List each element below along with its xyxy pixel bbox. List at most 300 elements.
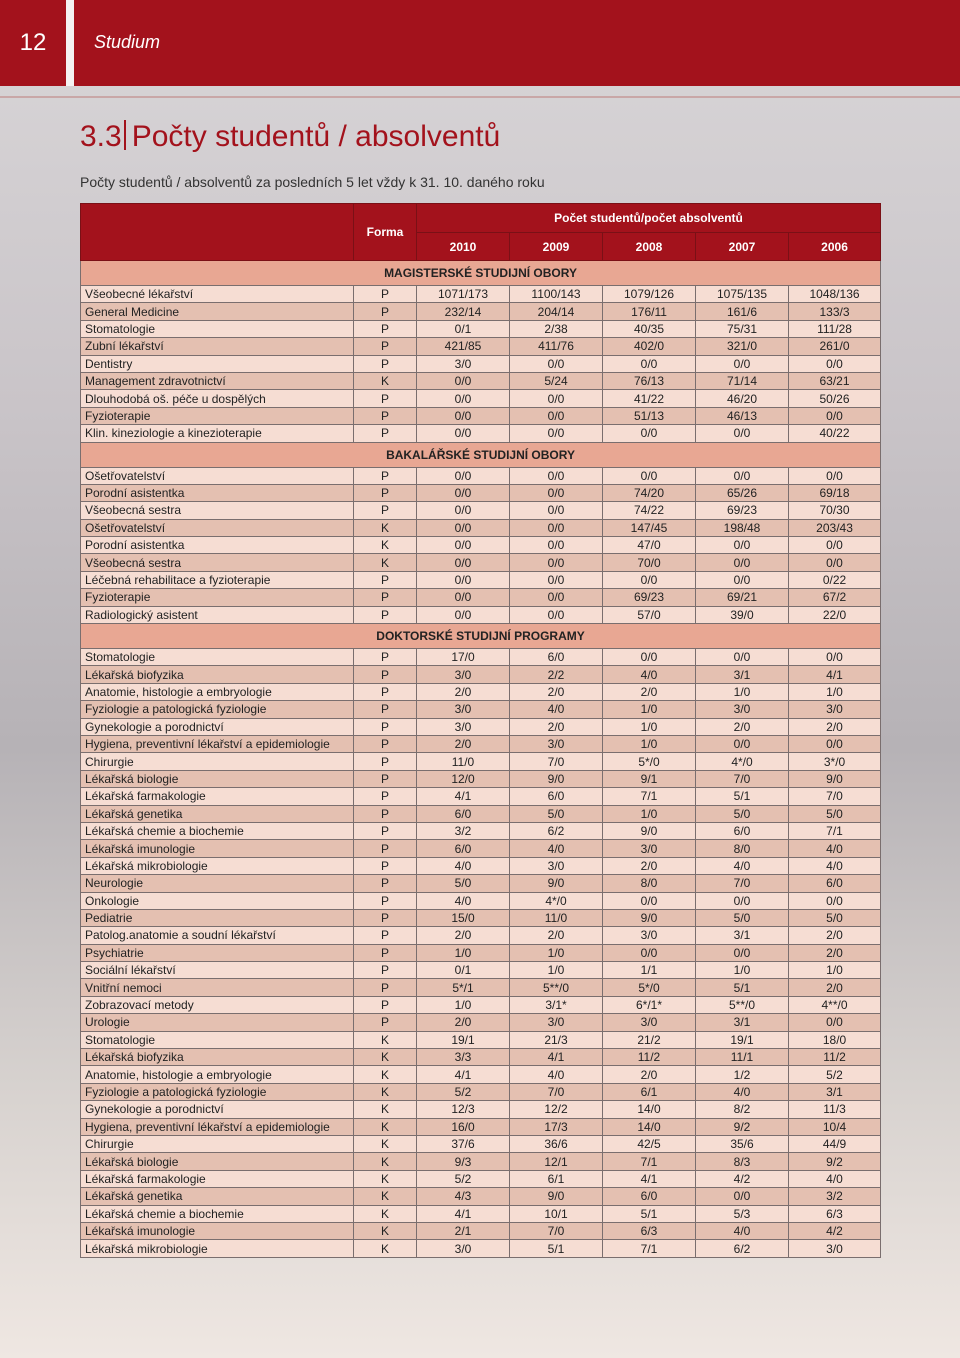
table-body (81, 261, 881, 1258)
program-name-cell: Fyziologie a patologická fyziologie (81, 701, 354, 718)
year-header: 2010 (417, 233, 510, 261)
value-cell: 0/0 (510, 571, 603, 588)
value-cell: 3/3 (417, 1049, 510, 1066)
forma-cell: K (354, 1031, 417, 1048)
program-name-cell: Stomatologie (81, 320, 354, 337)
program-name-cell: Stomatologie (81, 1031, 354, 1048)
table-row (81, 927, 881, 944)
value-cell: 75/31 (696, 320, 789, 337)
value-cell: 11/1 (696, 1049, 789, 1066)
value-cell: 0/0 (417, 554, 510, 571)
value-cell: 198/48 (696, 519, 789, 536)
value-cell: 9/0 (510, 1188, 603, 1205)
value-cell: 2/0 (603, 1066, 696, 1083)
value-cell: 2/0 (789, 979, 881, 996)
value-cell: 321/0 (696, 338, 789, 355)
value-cell: 2/0 (789, 718, 881, 735)
value-cell: 0/0 (510, 537, 603, 554)
value-cell: 0/0 (696, 1188, 789, 1205)
forma-cell: K (354, 1170, 417, 1187)
value-cell: 5/0 (696, 909, 789, 926)
table-row (81, 1170, 881, 1187)
value-cell: 2/0 (417, 1014, 510, 1031)
value-cell: 0/0 (603, 892, 696, 909)
forma-cell: K (354, 1205, 417, 1222)
program-name-cell: Lékařská genetika (81, 1188, 354, 1205)
forma-cell: P (354, 303, 417, 320)
value-cell: 0/0 (510, 390, 603, 407)
value-cell: 2/0 (417, 927, 510, 944)
value-cell: 0/0 (789, 537, 881, 554)
value-cell: 4/2 (696, 1170, 789, 1187)
value-cell: 9/2 (696, 1118, 789, 1135)
value-cell: 0/0 (789, 649, 881, 666)
value-cell: 11/0 (417, 753, 510, 770)
value-cell: 74/22 (603, 502, 696, 519)
value-cell: 1/0 (603, 701, 696, 718)
forma-cell: P (354, 649, 417, 666)
value-cell: 47/0 (603, 537, 696, 554)
value-cell: 10/4 (789, 1118, 881, 1135)
value-cell: 4/0 (417, 857, 510, 874)
value-cell: 7/0 (789, 788, 881, 805)
value-cell: 9/1 (603, 770, 696, 787)
value-cell: 0/0 (789, 735, 881, 752)
table-row (81, 519, 881, 536)
program-name-cell: Všeobecná sestra (81, 554, 354, 571)
value-cell: 161/6 (696, 303, 789, 320)
value-cell: 3/1 (789, 1083, 881, 1100)
value-cell: 4/0 (510, 701, 603, 718)
value-cell: 10/1 (510, 1205, 603, 1222)
program-name-cell: Hygiena, preventivní lékařství a epidemiologie (81, 1118, 354, 1135)
forma-cell: K (354, 1153, 417, 1170)
value-cell: 57/0 (603, 606, 696, 623)
program-name-cell: Všeobecná sestra (81, 502, 354, 519)
value-cell: 5*/1 (417, 979, 510, 996)
value-cell: 0/0 (603, 355, 696, 372)
value-cell: 5/0 (789, 805, 881, 822)
value-cell: 1/0 (789, 962, 881, 979)
value-cell: 21/3 (510, 1031, 603, 1048)
table-row (81, 666, 881, 683)
value-cell: 37/6 (417, 1135, 510, 1152)
value-cell: 11/2 (789, 1049, 881, 1066)
program-name-cell: Lékařská biofyzika (81, 1049, 354, 1066)
value-cell: 6/3 (789, 1205, 881, 1222)
value-cell: 3/2 (417, 822, 510, 839)
value-cell: 1/2 (696, 1066, 789, 1083)
forma-cell: P (354, 996, 417, 1013)
program-name-cell: Patolog.anatomie a soudní lékařství (81, 927, 354, 944)
value-cell: 3/1* (510, 996, 603, 1013)
program-name-cell: Neurologie (81, 875, 354, 892)
value-cell: 5/2 (417, 1083, 510, 1100)
value-cell: 7/0 (510, 753, 603, 770)
value-cell: 5/3 (696, 1205, 789, 1222)
program-name-cell: Lékařská biologie (81, 1153, 354, 1170)
value-cell: 36/6 (510, 1135, 603, 1152)
forma-cell: P (354, 571, 417, 588)
program-name-cell: Chirurgie (81, 753, 354, 770)
value-cell: 69/23 (603, 589, 696, 606)
table-row (81, 571, 881, 588)
value-cell: 1/0 (696, 962, 789, 979)
value-cell: 9/0 (603, 909, 696, 926)
program-name-cell: Sociální lékařství (81, 962, 354, 979)
value-cell: 11/0 (510, 909, 603, 926)
value-cell: 111/28 (789, 320, 881, 337)
value-cell: 1/0 (603, 718, 696, 735)
forma-cell: P (354, 927, 417, 944)
value-cell: 147/45 (603, 519, 696, 536)
value-cell: 46/20 (696, 390, 789, 407)
forma-cell: K (354, 1066, 417, 1083)
forma-cell: P (354, 822, 417, 839)
section-header-row: BAKALÁŘSKÉ STUDIJNÍ OBORY (81, 442, 881, 467)
program-name-cell: Vnitřní nemoci (81, 979, 354, 996)
value-cell: 67/2 (789, 589, 881, 606)
table-row (81, 1014, 881, 1031)
table-row (81, 909, 881, 926)
table-row (81, 822, 881, 839)
forma-cell: P (354, 606, 417, 623)
value-cell: 204/14 (510, 303, 603, 320)
forma-cell: P (354, 589, 417, 606)
value-cell: 71/14 (696, 372, 789, 389)
value-cell: 9/0 (510, 875, 603, 892)
heading-title: Počty studentů / absolventů (131, 120, 501, 153)
value-cell: 70/0 (603, 554, 696, 571)
value-cell: 5/1 (696, 979, 789, 996)
forma-cell: P (354, 390, 417, 407)
forma-cell: P (354, 467, 417, 484)
value-cell: 0/0 (603, 649, 696, 666)
value-cell: 7/1 (603, 1240, 696, 1257)
forma-cell: P (354, 857, 417, 874)
value-cell: 2/38 (510, 320, 603, 337)
value-cell: 0/0 (789, 467, 881, 484)
forma-cell: K (354, 1135, 417, 1152)
program-name-cell: Zobrazovací metody (81, 996, 354, 1013)
value-cell: 1/0 (417, 944, 510, 961)
value-cell: 6/3 (603, 1222, 696, 1239)
value-cell: 11/3 (789, 1101, 881, 1118)
value-cell: 19/1 (696, 1031, 789, 1048)
table-row (81, 286, 881, 303)
value-cell: 5*/0 (603, 753, 696, 770)
value-cell: 0/0 (789, 554, 881, 571)
value-cell: 0/0 (510, 407, 603, 424)
program-name-cell: Onkologie (81, 892, 354, 909)
value-cell: 40/22 (789, 425, 881, 442)
value-cell: 0/0 (696, 649, 789, 666)
value-cell: 4/0 (696, 1083, 789, 1100)
value-cell: 3/2 (789, 1188, 881, 1205)
value-cell: 8/3 (696, 1153, 789, 1170)
program-name-cell: Fyzioterapie (81, 589, 354, 606)
table-row (81, 537, 881, 554)
value-cell: 3/1 (696, 927, 789, 944)
table-row (81, 1135, 881, 1152)
program-name-cell: Ošetřovatelství (81, 467, 354, 484)
value-cell: 12/0 (417, 770, 510, 787)
value-cell: 12/3 (417, 1101, 510, 1118)
table-row (81, 407, 881, 424)
value-cell: 42/5 (603, 1135, 696, 1152)
value-cell: 9/3 (417, 1153, 510, 1170)
value-cell: 4/0 (417, 892, 510, 909)
value-cell: 14/0 (603, 1118, 696, 1135)
value-cell: 5**/0 (696, 996, 789, 1013)
value-cell: 4/0 (510, 1066, 603, 1083)
value-cell: 9/0 (510, 770, 603, 787)
value-cell: 1100/143 (510, 286, 603, 303)
year-header: 2008 (603, 233, 696, 261)
table-row (81, 1222, 881, 1239)
value-cell: 1/0 (510, 944, 603, 961)
forma-cell: P (354, 944, 417, 961)
forma-cell: P (354, 840, 417, 857)
value-cell: 0/0 (417, 502, 510, 519)
forma-cell: K (354, 1118, 417, 1135)
table-row (81, 390, 881, 407)
value-cell: 1/0 (603, 735, 696, 752)
value-cell: 203/43 (789, 519, 881, 536)
table-row (81, 484, 881, 501)
value-cell: 7/0 (696, 875, 789, 892)
value-cell: 6/0 (417, 840, 510, 857)
value-cell: 65/26 (696, 484, 789, 501)
program-name-cell: Lékařská farmakologie (81, 1170, 354, 1187)
program-name-cell: Lékařská mikrobiologie (81, 857, 354, 874)
program-name-cell: Psychiatrie (81, 944, 354, 961)
students-table (80, 203, 881, 1258)
value-cell: 0/0 (696, 892, 789, 909)
table-row (81, 962, 881, 979)
value-cell: 5/0 (789, 909, 881, 926)
value-cell: 8/2 (696, 1101, 789, 1118)
value-cell: 39/0 (696, 606, 789, 623)
value-cell: 0/0 (510, 355, 603, 372)
value-cell: 4/0 (696, 857, 789, 874)
value-cell: 6/0 (603, 1188, 696, 1205)
value-cell: 22/0 (789, 606, 881, 623)
forma-cell: P (354, 909, 417, 926)
value-cell: 16/0 (417, 1118, 510, 1135)
value-cell: 1/0 (603, 805, 696, 822)
forma-cell: K (354, 1222, 417, 1239)
table-row (81, 467, 881, 484)
forma-cell: P (354, 502, 417, 519)
value-cell: 0/22 (789, 571, 881, 588)
value-cell: 4/0 (789, 1170, 881, 1187)
value-cell: 421/85 (417, 338, 510, 355)
value-cell: 3/1 (696, 1014, 789, 1031)
value-cell: 7/0 (510, 1222, 603, 1239)
page-number: 12 (0, 0, 66, 86)
value-cell: 0/0 (696, 355, 789, 372)
value-cell: 0/0 (417, 606, 510, 623)
forma-cell: K (354, 519, 417, 536)
value-cell: 8/0 (603, 875, 696, 892)
value-cell: 2/0 (417, 735, 510, 752)
value-cell: 411/76 (510, 338, 603, 355)
program-name-cell: Lékařská biologie (81, 770, 354, 787)
program-name-cell: Porodní asistentka (81, 484, 354, 501)
value-cell: 6/0 (510, 649, 603, 666)
value-cell: 69/21 (696, 589, 789, 606)
value-cell: 5**/0 (510, 979, 603, 996)
table-row (81, 425, 881, 442)
value-cell: 232/14 (417, 303, 510, 320)
table-row (81, 338, 881, 355)
table-row (81, 1031, 881, 1048)
value-cell: 4*/0 (696, 753, 789, 770)
forma-cell: P (354, 425, 417, 442)
value-cell: 4**/0 (789, 996, 881, 1013)
forma-cell: K (354, 1240, 417, 1257)
value-cell: 0/0 (789, 407, 881, 424)
value-cell: 6/0 (510, 788, 603, 805)
value-cell: 12/1 (510, 1153, 603, 1170)
year-header: 2009 (510, 233, 603, 261)
forma-cell: K (354, 1049, 417, 1066)
value-cell: 9/0 (789, 770, 881, 787)
value-cell: 6/1 (603, 1083, 696, 1100)
forma-cell: P (354, 735, 417, 752)
program-name-cell: Lékařská farmakologie (81, 788, 354, 805)
value-cell: 2/2 (510, 666, 603, 683)
value-cell: 133/3 (789, 303, 881, 320)
value-cell: 40/35 (603, 320, 696, 337)
table-row (81, 1066, 881, 1083)
forma-cell: K (354, 372, 417, 389)
program-name-cell: Fyzioterapie (81, 407, 354, 424)
table-row (81, 606, 881, 623)
value-cell: 261/0 (789, 338, 881, 355)
program-name-cell: Ošetřovatelství (81, 519, 354, 536)
value-cell: 5/0 (510, 805, 603, 822)
value-cell: 8/0 (696, 840, 789, 857)
section-header (74, 0, 960, 86)
value-cell: 2/0 (603, 857, 696, 874)
program-name-cell: Lékařská imunologie (81, 840, 354, 857)
value-cell: 12/2 (510, 1101, 603, 1118)
value-cell: 69/23 (696, 502, 789, 519)
table-row (81, 554, 881, 571)
value-cell: 176/11 (603, 303, 696, 320)
value-cell: 5/1 (696, 788, 789, 805)
table-caption: Počty studentů / absolventů za posledních 5 let vždy k 31. 10. daného roku (80, 174, 545, 190)
value-cell: 5/1 (603, 1205, 696, 1222)
value-cell: 7/0 (696, 770, 789, 787)
value-cell: 76/13 (603, 372, 696, 389)
program-name-cell: Klin. kineziologie a kinezioterapie (81, 425, 354, 442)
forma-cell: K (354, 554, 417, 571)
value-cell: 0/0 (696, 425, 789, 442)
value-cell: 1/0 (510, 962, 603, 979)
forma-cell: P (354, 875, 417, 892)
program-name-cell: Hygiena, preventivní lékařství a epidemiologie (81, 735, 354, 752)
value-cell: 2/0 (789, 944, 881, 961)
program-name-cell: Lékařská chemie a biochemie (81, 822, 354, 839)
table-row (81, 355, 881, 372)
program-name-cell: Léčebná rehabilitace a fyzioterapie (81, 571, 354, 588)
value-cell: 3/0 (510, 857, 603, 874)
forma-cell: P (354, 892, 417, 909)
value-cell: 0/0 (417, 407, 510, 424)
value-cell: 15/0 (417, 909, 510, 926)
program-name-cell: Management zdravotnictví (81, 372, 354, 389)
table-row (81, 1188, 881, 1205)
value-cell: 18/0 (789, 1031, 881, 1048)
program-name-cell: Zubní lékařství (81, 338, 354, 355)
forma-cell: P (354, 979, 417, 996)
forma-cell: P (354, 753, 417, 770)
value-cell: 3/0 (789, 701, 881, 718)
table-row (81, 1240, 881, 1257)
forma-cell: K (354, 537, 417, 554)
value-cell: 3/0 (417, 666, 510, 683)
value-cell: 14/0 (603, 1101, 696, 1118)
value-cell: 2/0 (510, 718, 603, 735)
program-name-cell: Lékařská genetika (81, 805, 354, 822)
forma-cell: P (354, 718, 417, 735)
program-name-cell: Dlouhodobá oš. péče u dospělých (81, 390, 354, 407)
value-cell: 0/0 (603, 425, 696, 442)
value-cell: 1/0 (696, 683, 789, 700)
value-cell: 7/0 (510, 1083, 603, 1100)
value-cell: 19/1 (417, 1031, 510, 1048)
value-cell: 69/18 (789, 484, 881, 501)
value-cell: 402/0 (603, 338, 696, 355)
value-cell: 9/2 (789, 1153, 881, 1170)
value-cell: 0/0 (417, 484, 510, 501)
value-cell: 0/0 (510, 425, 603, 442)
program-name-cell: Pediatrie (81, 909, 354, 926)
value-cell: 0/0 (510, 606, 603, 623)
forma-cell: P (354, 701, 417, 718)
section-title: Studium (94, 32, 161, 52)
forma-cell: P (354, 683, 417, 700)
table-row (81, 753, 881, 770)
value-cell: 6/1 (510, 1170, 603, 1187)
value-cell: 0/0 (417, 390, 510, 407)
table-row (81, 996, 881, 1013)
value-cell: 0/0 (696, 571, 789, 588)
forma-cell: K (354, 1188, 417, 1205)
program-name-cell: Lékařská biofyzika (81, 666, 354, 683)
program-name-cell: Dentistry (81, 355, 354, 372)
value-cell: 6/0 (696, 822, 789, 839)
value-cell: 17/0 (417, 649, 510, 666)
value-cell: 1/0 (417, 996, 510, 1013)
value-cell: 5*/0 (603, 979, 696, 996)
program-name-cell: Fyziologie a patologická fyziologie (81, 1083, 354, 1100)
value-cell: 3/0 (696, 701, 789, 718)
forma-cell: P (354, 355, 417, 372)
table-row (81, 875, 881, 892)
value-cell: 51/13 (603, 407, 696, 424)
value-cell: 4/0 (603, 666, 696, 683)
group-header: Počet studentů/počet absolventů (417, 204, 881, 233)
table-row (81, 770, 881, 787)
value-cell: 21/2 (603, 1031, 696, 1048)
value-cell: 2/0 (510, 927, 603, 944)
forma-cell: P (354, 407, 417, 424)
table-row (81, 320, 881, 337)
